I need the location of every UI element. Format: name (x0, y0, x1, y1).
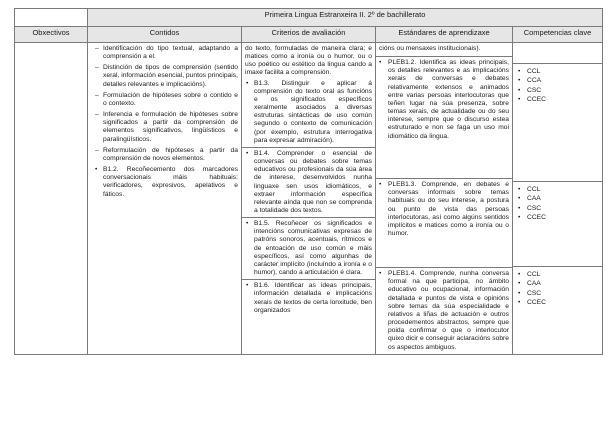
competencia-item: • CCL (527, 67, 599, 76)
competencia-item: • CCL (527, 270, 599, 279)
estandar-block-pleb1-3 (376, 178, 512, 267)
header-competencias: Competencias clave (513, 27, 603, 43)
estandar-pleb1-3: • PLEB1.3. Comprende, en debates e conversas informais sobre temas habituais ou do seu interese, a postura ou punto de vista das persoas interlocutoras, así como algúns sentidos implícitos e matices como a ironía ou o humor. (388, 181, 509, 238)
list-item: – Identificación do tipo textual, adaptando a comprensión a el. (94, 45, 238, 61)
criterio-b1-4: • B1.4. Comprender o esencial de conversas ou debates sobre temas educativos ou profesionais da súa área de interese, desenvolvidos nunha linguaxe sen usos idiomáticos, e extraer información específica relevante aínda que non se comprenda a totalidade dos textos. (242, 147, 375, 217)
estandar-block-pleb1-4 (376, 267, 512, 354)
competencias-group-1 (513, 63, 602, 181)
criterio-b1-6: • B1.6. Identificar as ideas principais, información detallada e implicacións xerais de textos de certa lonxitude, ben organizados (242, 279, 375, 317)
competencias-group-3 (513, 266, 602, 311)
list-item: – Distinción de tipos de comprensión (sentido xeral, información esencial, puntos principais, detalles relevantes e implicacións). (94, 64, 238, 88)
competencia-item: • CCL (527, 185, 599, 194)
competencia-item: • CSC (527, 204, 599, 213)
estandar-pleb1-2: • PLEB1.2. Identifica as ideas principais, os detalles relevantes e as implicacións xerais de conversas e debates relativamente extensos e animados entre varias persoas interlocutoras que teñen lugar na súa presenza, sobre temas xerais, de actualidade ou do seu interese, sempre que o discurso estea estruturado e non se faga un uso moi idiomático da lingua. (388, 59, 509, 141)
competencias-cell (513, 43, 603, 355)
criterios-continuation: do texto, formuladas de maneira clara; e matices como a ironía ou o humor, ou o uso poético ou estético da lingua cando a imaxe facilita a comprensión. (245, 45, 372, 77)
estandares-cell (376, 43, 513, 355)
competencia-item: • CSC (527, 289, 599, 298)
competencia-item: • CCA (527, 76, 599, 85)
estandares-continuation: cións ou mensaxes institucionais). (379, 45, 481, 52)
header-contidos: Contidos (88, 27, 242, 43)
competencia-item: • CCEC (527, 95, 599, 104)
estandar-block-pleb1-2 (376, 56, 512, 178)
competencias-group-2 (513, 181, 602, 266)
obxectivos-cell (15, 43, 88, 355)
competencia-item: • CAA (527, 194, 599, 203)
curriculum-table (14, 8, 603, 355)
competencia-item: • CCEC (527, 213, 599, 222)
list-item: – Inferencia e formulación de hipóteses sobre significados a partir da comprensión de elementos significativos, lingüísticos e paralingüísticos. (94, 111, 238, 144)
empty-corner-cell (15, 9, 88, 27)
contidos-list (94, 45, 238, 199)
list-item-b1-2: • B1.2. Recoñecemento dos marcadores conversacionais máis habituais: verificadores, expresivos, apelativos e fáticos. (94, 166, 238, 199)
contidos-cell (88, 43, 242, 355)
competencias-spacer (516, 45, 599, 63)
competencia-item: • CAA (527, 279, 599, 288)
competencia-item: • CSC (527, 86, 599, 95)
list-item: – Reformulación de hipóteses a partir da comprensión de novos elementos. (94, 147, 238, 163)
competencia-item: • CCEC (527, 298, 599, 307)
list-item: – Formulación de hipóteses sobre o contido e o contexto. (94, 92, 238, 108)
criterio-b1-3: • B1.3. Distinguir e aplicar á comprensión do texto oral as funcións e os significados específicos xeralmente asociados a diversas estruturas sintácticas de uso común segundo o contexto de comunicación (por exemplo, estrutura interrogativa para expresar admiración). (245, 80, 372, 147)
criterios-cell (242, 43, 376, 355)
estandar-pleb1-4: • PLEB1.4. Comprende, nunha conversa formal na que participa, no ámbito educativo ou ocupacional, información detallada e puntos de vista e opinións sobre temas da súa especialidade e relativos a liñas de actuación e outros procedementos abstractos, sempre que poida confirmar o que o interlocutor quixo dicir e conseguir aclaracións sobre os aspectos ambiguos. (388, 270, 509, 352)
criterio-b1-5: • B1.5. Recoñecer os significados e intencións comunicativas expresas de patróns sonoros, acentuais, rítmicos e de entoación de uso común e máis específicos, así como algunhas de carácter implícito (incluíndo a ironía e o humor), cando a articulación é clara. (242, 217, 375, 279)
table-title: Primeira Lingua Estranxeira II. 2º de bachillerato (88, 9, 603, 27)
header-obxectivos: Obxectivos (15, 27, 88, 43)
header-criterios: Criterios de avaliación (242, 27, 376, 43)
header-estandares: Estándares de aprendizaxe (376, 27, 513, 43)
